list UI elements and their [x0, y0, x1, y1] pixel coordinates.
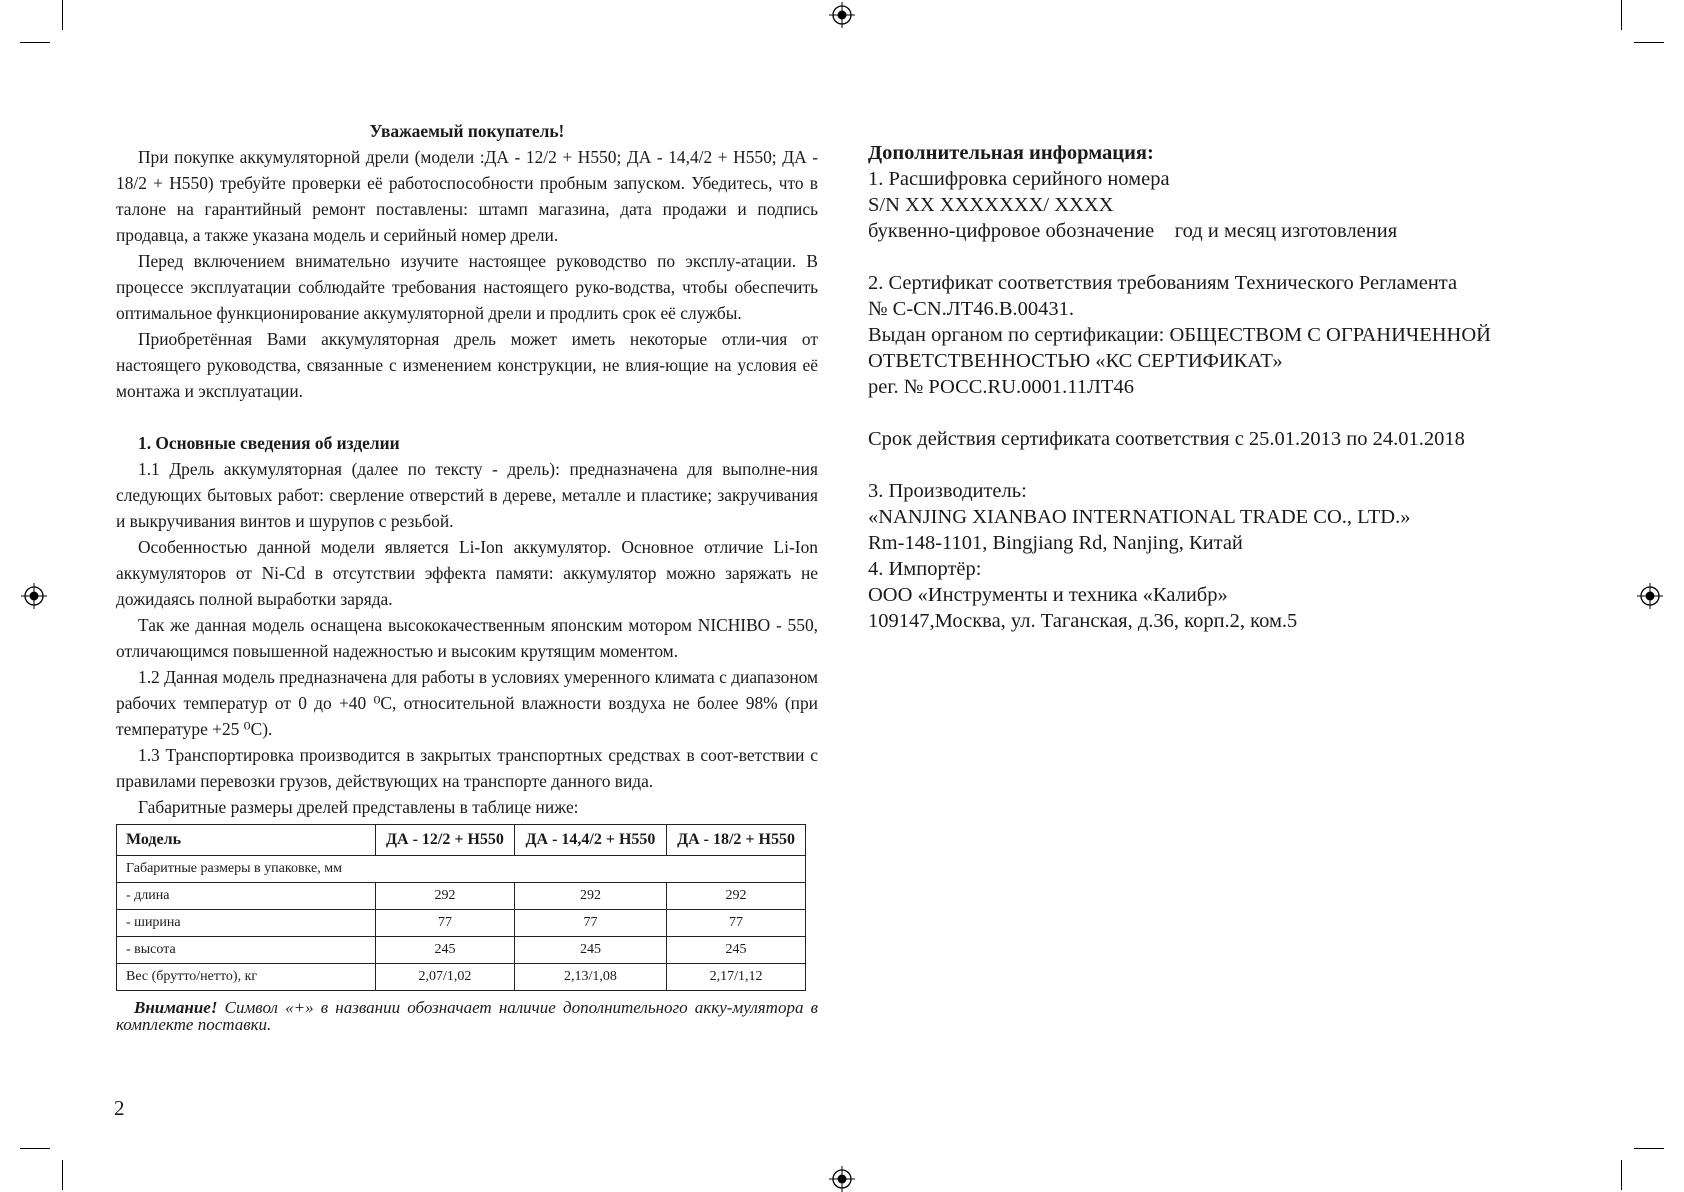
table-cell: 2,13/1,08 — [514, 964, 666, 991]
table-cell: 292 — [376, 883, 515, 910]
section-paragraph: 1.1 Дрель аккумуляторная (далее по тексту - дрель): предназначена для выполне-ния следующих бытовых работ: сверление отверстий в дереве, металле и пластике; закручивания и выкручивания винтов и шурупов с резьбой. — [116, 459, 818, 531]
section-paragraph: Габаритные размеры дрелей представлены в таблице ниже: — [138, 797, 579, 817]
table-cell: - ширина — [117, 910, 376, 937]
page-heading: Уважаемый покупатель! — [369, 121, 565, 141]
info-line: 4. Импортёр: — [868, 558, 982, 580]
table-row — [117, 937, 806, 964]
intro-paragraph: При покупке аккумуляторной дрели (модели :ДА - 12/2 + Н550; ДА - 14,4/2 + Н550; ДА - 18/2 + Н550) требуйте проверки её работоспособности пробным запуском. Убедитесь, что в талоне на гарантийный ремонт поставлены: штамп магазина, дата продажи и подпись продавца, а также указана модель и серийный номер дрели. — [116, 147, 818, 245]
crop-mark — [62, 1160, 63, 1190]
table-cell: 245 — [376, 937, 515, 964]
table-cell: Вес (брутто/нетто), кг — [117, 964, 376, 991]
table-row — [117, 856, 806, 883]
section-title: 1. Основные сведения об изделии — [138, 433, 400, 453]
section-paragraph: Так же данная модель оснащена высококачественным японским мотором NICHIBO - 550, отличающимся повышенной надежностью и высоким крутящим моментом. — [116, 615, 818, 661]
registration-mark-icon — [21, 583, 47, 609]
info-line: буквенно-цифровое обозначение год и месяц изготовления — [868, 220, 1398, 242]
crop-mark — [1634, 42, 1664, 43]
attention-label: Внимание! — [134, 998, 218, 1017]
table-header-cell: ДА - 12/2 + Н550 — [376, 825, 515, 856]
table-cell: 245 — [667, 937, 806, 964]
info-line: Rm-148-1101, Bingjiang Rd, Nanjing, Китай — [868, 532, 1243, 554]
dimensions-table — [116, 824, 806, 991]
right-page — [868, 140, 1568, 634]
table-cell: 245 — [514, 937, 666, 964]
table-header-cell: ДА - 14,4/2 + Н550 — [514, 825, 666, 856]
info-line: ООО «Инструменты и техника «Калибр» — [868, 584, 1228, 606]
blank-line — [868, 244, 1568, 270]
info-line: Выдан органом по сертификации: ОБЩЕСТВОМ С ОГРАНИЧЕННОЙ — [868, 324, 1491, 346]
info-line: 109147,Москва, ул. Таганская, д.36, корп.2, ком.5 — [868, 610, 1298, 632]
page-number: 2 — [114, 1096, 125, 1120]
info-line: рег. № РОСС.RU.0001.11ЛТ46 — [868, 376, 1134, 398]
info-line: 3. Производитель: — [868, 480, 1027, 502]
table-header-cell: Модель — [117, 825, 376, 856]
table-cell: - высота — [117, 937, 376, 964]
info-line: № C-CN.ЛТ46.В.00431. — [868, 298, 1075, 320]
left-page — [116, 118, 818, 1050]
table-row — [117, 964, 806, 991]
table-cell: 2,17/1,12 — [667, 964, 806, 991]
table-header-row — [117, 825, 806, 856]
table-cell: 292 — [667, 883, 806, 910]
table-row — [117, 883, 806, 910]
section-paragraph: 1.2 Данная модель предназначена для работы в условиях умеренного климата с диапазоном рабочих температур от 0 до +40 ⁰С, относительной влажности воздуха не более 98% (при температуре +25 ⁰С). — [116, 667, 818, 739]
info-line: Срок действия сертификата соответствия с 25.01.2013 по 24.01.2018 — [868, 428, 1465, 450]
table-header-cell: ДА - 18/2 + Н550 — [667, 825, 806, 856]
registration-mark-icon — [829, 2, 855, 28]
attention-text: Символ «+» в названии обозначает наличие дополнительного акку-мулятора в комплекте поставки. — [116, 998, 818, 1034]
table-cell: 77 — [514, 910, 666, 937]
blank-line — [868, 400, 1568, 426]
section-paragraph: 1.3 Транспортировка производится в закрытых транспортных средствах в соот-ветствии с правилами перевозки грузов, действующих на транспорте данного вида. — [116, 745, 818, 791]
blank-line — [868, 452, 1568, 478]
crop-mark — [20, 1148, 50, 1149]
crop-mark — [1621, 0, 1622, 30]
table-cell: 2,07/1,02 — [376, 964, 515, 991]
crop-mark — [1634, 1148, 1664, 1149]
info-line: Дополнительная информация: — [868, 142, 1154, 164]
intro-paragraph: Перед включением внимательно изучите настоящее руководство по эксплу-атации. В процессе эксплуатации соблюдайте требования настоящего руко-водства, чтобы обеспечить оптимальное функционирование аккумуляторной дрели и продлить срок её службы. — [116, 251, 818, 323]
crop-mark — [20, 42, 50, 43]
section-paragraph: Особенностью данной модели является Li-Ion аккумулятор. Основное отличие Li-Ion аккумуляторов от Ni-Cd в отсутствии эффекта памяти: аккумулятор можно заряжать не дожидаясь полной выработки заряда. — [116, 537, 818, 609]
table-cell: 292 — [514, 883, 666, 910]
info-line: 1. Расшифровка серийного номера — [868, 168, 1170, 190]
info-line: S/N XX XXXXXXX/ XXXX — [868, 194, 1114, 216]
crop-mark — [1621, 1160, 1622, 1190]
info-line: 2. Сертификат соответствия требованиям Технического Регламента — [868, 272, 1458, 294]
table-cell: 77 — [376, 910, 515, 937]
table-cell: - длина — [117, 883, 376, 910]
info-line: ОТВЕТСТВЕННОСТЬЮ «КС СЕРТИФИКАТ» — [868, 350, 1283, 372]
table-group-label: Габаритные размеры в упаковке, мм — [117, 856, 806, 883]
registration-mark-icon — [829, 1166, 855, 1192]
table-cell: 77 — [667, 910, 806, 937]
table-row — [117, 910, 806, 937]
attention-note — [116, 999, 818, 1033]
intro-paragraph: Приобретённая Вами аккумуляторная дрель может иметь некоторые отли-чия от настоящего руководства, связанные с изменением конструкции, не влия-ющие на условия её монтажа и эксплуатации. — [116, 329, 818, 401]
registration-mark-icon — [1637, 583, 1663, 609]
crop-mark — [62, 0, 63, 30]
info-line: «NANJING XIANBAO INTERNATIONAL TRADE CO., LTD.» — [868, 506, 1411, 528]
